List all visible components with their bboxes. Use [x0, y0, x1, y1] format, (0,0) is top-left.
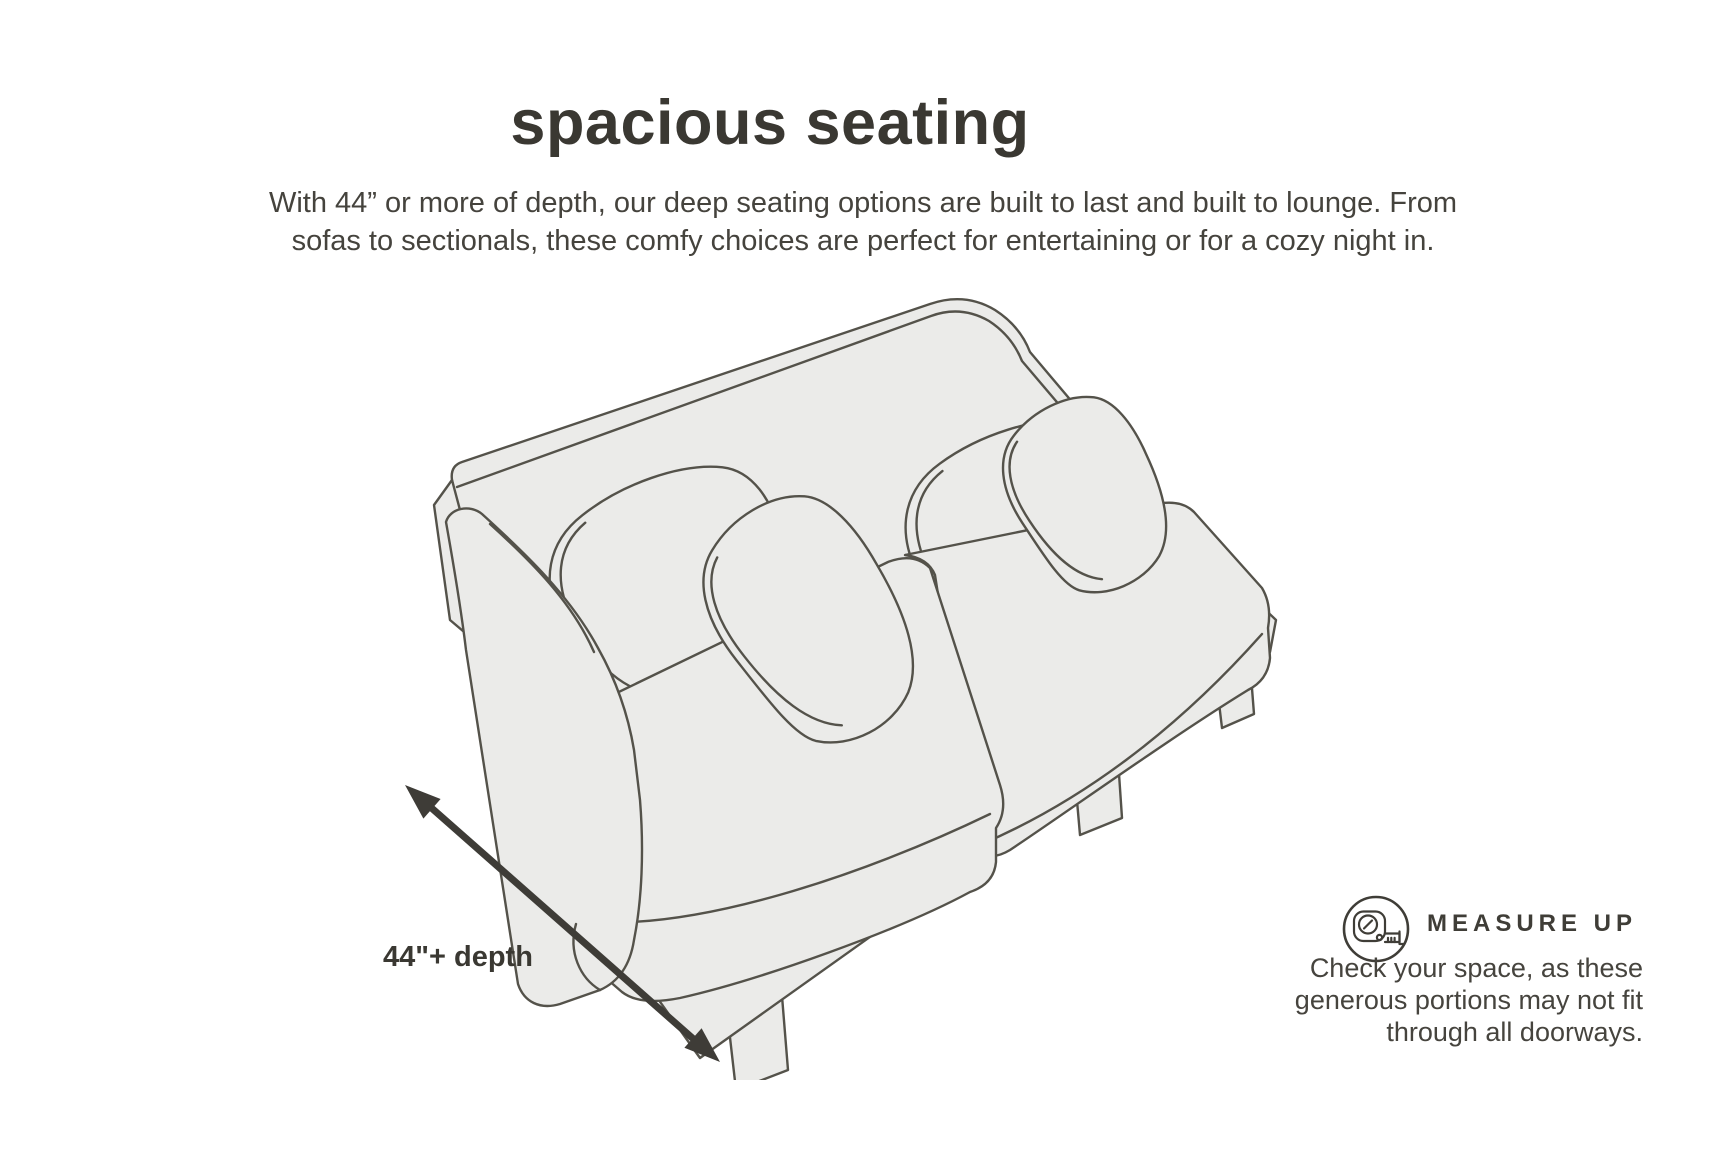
measure-up-note-line: Check your space, as these [1309, 953, 1643, 983]
intro-line-2: sofas to sectionals, these comfy choices are perfect for entertaining or for a cozy night in. [291, 225, 1435, 257]
intro-line-1: With 44” or more of depth, our deep seating options are built to last and built to lounge. From [268, 187, 1458, 219]
intro-paragraph [0, 184, 1726, 260]
page-title: spacious seating [510, 88, 1030, 158]
measure-up-heading: MEASURE UP [1427, 910, 1638, 937]
depth-dimension-label: 44"+ depth [383, 941, 533, 973]
measure-up-note-line: through all doorways. [1386, 1017, 1643, 1047]
measure-up-note [1193, 952, 1643, 1048]
depth-arrow [375, 758, 747, 1088]
measure-up-note-line: generous portions may not fit [1294, 985, 1643, 1015]
